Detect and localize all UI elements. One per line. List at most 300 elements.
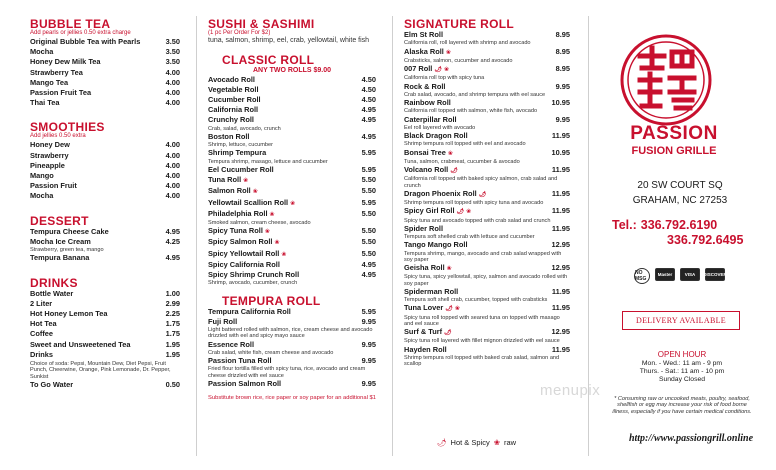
item-price: 4.00 xyxy=(165,88,180,98)
item-name-wrap xyxy=(30,253,89,263)
item-name-wrap xyxy=(30,57,101,67)
tempura-roll-title: TEMPURA ROLL xyxy=(222,293,321,308)
item-name: Spider Roll xyxy=(404,223,444,233)
menu-item xyxy=(404,64,570,75)
item-name-wrap xyxy=(208,237,280,248)
item-name: Rainbow Roll xyxy=(404,98,451,107)
item-name: 007 Roll xyxy=(404,64,433,73)
item-name-wrap xyxy=(30,289,73,299)
dessert-title: DESSERT xyxy=(30,213,89,228)
menu-item xyxy=(30,68,180,78)
pepper-icon: 🌶︎ xyxy=(445,306,453,313)
menu-item xyxy=(30,227,180,237)
menu-item xyxy=(404,148,570,159)
menu-item xyxy=(404,287,570,297)
legend-hot-label: Hot & Spicy xyxy=(450,438,490,447)
item-price: 4.95 xyxy=(165,226,180,236)
item-price: 1.95 xyxy=(165,349,180,359)
open-hours xyxy=(612,350,752,384)
hours-line-3: Sunday Closed xyxy=(658,376,706,383)
item-name-wrap xyxy=(30,227,109,237)
menu-item xyxy=(404,30,570,40)
item-desc: Shrimp, lettuce, cucumber xyxy=(208,142,273,149)
item-name: Pineapple xyxy=(30,160,65,170)
fish-icon: ❀ xyxy=(446,266,452,273)
item-name: Sweet and Unsweetened Tea xyxy=(30,339,131,349)
item-price: 1.00 xyxy=(165,288,180,298)
item-name-wrap xyxy=(404,263,452,274)
item-name: Passion Tuna Roll xyxy=(208,356,272,366)
item-name: Alaska Roll xyxy=(404,46,444,56)
item-price: 4.50 xyxy=(361,95,376,104)
classic-roll-note: ANY TWO ROLLS $9.00 xyxy=(252,66,332,74)
menu-item xyxy=(404,131,570,141)
menu-item xyxy=(208,209,376,220)
brand-name: PASSION xyxy=(630,123,718,144)
item-name: Mocha xyxy=(30,47,54,57)
item-price: 10.95 xyxy=(551,147,570,157)
item-name: Spicy California Roll xyxy=(208,259,280,269)
item-price: 4.95 xyxy=(361,270,376,280)
menu-item xyxy=(208,198,376,209)
sushi-title: SUSHI & SASHIMI xyxy=(208,17,315,31)
payment-icons xyxy=(634,268,725,284)
item-name: Hot Tea xyxy=(30,319,57,329)
item-price: 12.95 xyxy=(551,263,570,273)
item-name: To Go Water xyxy=(30,379,74,389)
menu-item xyxy=(208,237,376,248)
item-name: Fuji Roll xyxy=(208,316,238,326)
item-price: 4.00 xyxy=(165,67,180,77)
item-name: Spicy Shrimp Crunch Roll xyxy=(208,270,300,280)
item-desc: Tempura soft shell crab, cucumber, topped with crabsticks xyxy=(404,297,548,304)
item-name-wrap xyxy=(208,95,261,105)
legend xyxy=(437,438,516,447)
item-name: Surf & Turf xyxy=(404,327,443,337)
food-warning: * Consuming raw or uncooked meats, poultry, seafood, shellfish or egg may increase your risk of food borne illness, especially if you have certain medical conditions. xyxy=(612,396,752,415)
classic-roll-list xyxy=(208,75,376,287)
fish-icon: ❀ xyxy=(443,67,449,73)
item-name-wrap xyxy=(208,317,237,327)
item-name: Passion Fruit Tea xyxy=(30,88,92,98)
item-name-wrap xyxy=(30,37,140,47)
menu-item xyxy=(30,171,180,181)
item-name-wrap xyxy=(208,226,270,237)
smoothies-title: SMOOTHIES xyxy=(30,120,105,135)
item-price: 0.50 xyxy=(165,379,180,389)
menu-item xyxy=(30,340,180,350)
item-name-wrap xyxy=(208,105,258,115)
signature-roll-title: SIGNATURE ROLL xyxy=(404,17,514,31)
menu-item xyxy=(208,340,376,350)
item-name-wrap xyxy=(30,237,91,247)
item-name-wrap xyxy=(30,171,54,181)
item-name: Bonsai Tree xyxy=(404,147,446,157)
item-name-wrap xyxy=(404,224,443,234)
fish-icon: ❀ xyxy=(445,49,451,56)
item-name-wrap xyxy=(30,151,69,161)
fish-icon: ❀ xyxy=(290,200,296,207)
fish-icon: ❀ xyxy=(454,306,460,313)
drinks-title: DRINKS xyxy=(30,275,78,290)
item-name: Strawberry Tea xyxy=(30,67,83,77)
item-name-wrap xyxy=(404,115,457,125)
item-name: Mocha Ice Cream xyxy=(30,236,91,246)
menu-item xyxy=(30,329,180,339)
phone-label: Tel.: xyxy=(612,218,637,232)
column-signature xyxy=(404,18,570,367)
item-desc: Crab salad, avocado, and shrimp tempura with eel sauce xyxy=(404,91,546,98)
item-name-wrap xyxy=(404,30,443,40)
smoothies-list xyxy=(30,140,180,201)
item-price: 4.95 xyxy=(361,259,376,269)
bubble-tea-note: Add pearls or jellies 0.50 extra charge xyxy=(30,30,131,36)
item-name: Honey Dew Milk Tea xyxy=(30,57,101,67)
item-name: Strawberry xyxy=(30,150,69,160)
item-price: 4.95 xyxy=(361,105,376,115)
item-desc: Fried flour tortilla filled with spicy tuna, rice, avocado and cream cheese drizzled with eel sauce xyxy=(208,366,366,379)
pepper-icon: 🌶︎ xyxy=(478,191,487,198)
dessert-list xyxy=(30,227,180,264)
item-name-wrap xyxy=(30,299,52,309)
item-desc: Shrimp tempura roll topped with eel and avocado xyxy=(404,141,526,148)
item-price: 3.50 xyxy=(165,47,180,57)
menu-item xyxy=(208,105,376,115)
item-name-wrap xyxy=(404,148,453,159)
substitute-note: Substitute brown rice, rice paper or soy paper for an additional $1 xyxy=(208,395,376,402)
item-price: 3.50 xyxy=(165,57,180,67)
item-price: 12.95 xyxy=(551,240,570,250)
item-name: Rock & Roll xyxy=(404,81,446,91)
menu-item xyxy=(208,260,376,270)
tempura-roll-list xyxy=(208,307,376,390)
signature-roll-list xyxy=(404,30,570,367)
item-desc: Crab, salad, avocado, crunch xyxy=(208,125,281,132)
item-name-wrap xyxy=(208,175,248,186)
item-name-wrap xyxy=(208,75,255,85)
item-price: 8.95 xyxy=(555,64,570,73)
item-price: 5.50 xyxy=(361,175,376,185)
item-price: 4.00 xyxy=(165,77,180,87)
item-desc: Shrimp tempura roll topped with spicy tuna and avocado xyxy=(404,200,544,206)
item-price: 4.00 xyxy=(165,140,180,150)
phone-2: 336.792.6495 xyxy=(667,233,744,247)
item-name: Shrimp Tempura xyxy=(208,148,267,158)
item-price: 4.00 xyxy=(165,191,180,201)
item-price: 4.00 xyxy=(165,171,180,181)
item-price: 9.95 xyxy=(361,316,376,326)
fish-icon: ❀ xyxy=(447,150,453,157)
menu-item xyxy=(404,189,570,200)
item-name-wrap xyxy=(208,85,259,95)
item-name-wrap xyxy=(30,329,53,339)
item-desc: California roll, roll layered with shrimp and avocado xyxy=(404,40,531,47)
item-name: Spicy Yellowtail Roll xyxy=(208,248,280,258)
item-name-wrap xyxy=(30,68,83,78)
item-desc: Eel roll layered with avocado xyxy=(404,124,476,131)
item-name: California Roll xyxy=(208,105,259,115)
item-price: 5.95 xyxy=(361,306,376,316)
menu-item xyxy=(208,95,376,105)
menu-item xyxy=(30,299,180,309)
menu-item xyxy=(208,186,376,197)
item-price: 10.95 xyxy=(551,98,570,107)
pepper-icon: 🌶︎ xyxy=(437,438,447,447)
item-desc: Shrimp tempura roll topped with baked crab salad, salmon and scallop xyxy=(404,354,560,368)
menu-item xyxy=(30,350,180,360)
menu-item xyxy=(404,303,570,314)
item-name-wrap xyxy=(404,82,445,92)
item-name: Hayden Roll xyxy=(404,344,447,354)
menu-item xyxy=(404,165,570,176)
item-price: 4.00 xyxy=(165,150,180,160)
item-name: Hot Honey Lemon Tea xyxy=(30,308,108,318)
item-price: 4.95 xyxy=(361,115,376,125)
item-price: 4.95 xyxy=(361,131,376,141)
item-name: Coffee xyxy=(30,329,53,339)
item-name-wrap xyxy=(404,206,471,217)
item-price: 11.95 xyxy=(551,344,570,354)
item-name-wrap xyxy=(30,88,91,98)
menu-item xyxy=(208,132,376,142)
item-price: 9.95 xyxy=(361,356,376,366)
bubble-tea-list xyxy=(30,37,180,108)
item-desc: Strawberry, green tea, mango xyxy=(30,247,104,254)
item-price: 9.95 xyxy=(555,81,570,91)
item-desc: Light battered rolled with salmon, rice, cream cheese and avocado drizzled with eel and spicy mayo sauce xyxy=(208,326,373,340)
menu-item xyxy=(30,161,180,171)
discover-icon: DISCOVER xyxy=(705,268,725,281)
item-name: Passion Fruit xyxy=(30,181,77,191)
item-name: Tuna Lover xyxy=(404,303,444,313)
item-name: Eel Cucumber Roll xyxy=(208,164,274,174)
fish-icon: ❀ xyxy=(493,438,501,447)
phone-1: 336.792.6190 xyxy=(640,218,718,232)
item-price: 11.95 xyxy=(551,223,570,233)
menu-item xyxy=(404,206,570,217)
smoothies-note: Add jellies 0.50 extra xyxy=(30,133,86,140)
brand xyxy=(606,124,742,158)
item-desc: California roll topped with baked spicy salmon, crab salad and crunch xyxy=(404,176,558,189)
item-price: 4.00 xyxy=(165,98,180,108)
item-desc: Crabsticks, salmon, cucumber and avocado xyxy=(404,57,513,64)
classic-roll-title: CLASSIC ROLL xyxy=(222,52,315,67)
pepper-icon: 🌶︎ xyxy=(434,67,442,73)
item-price: 11.95 xyxy=(551,131,570,140)
item-price: 5.50 xyxy=(361,237,376,247)
item-desc: California roll top with spicy tuna xyxy=(404,75,485,82)
logo xyxy=(620,34,712,126)
fish-icon: ❀ xyxy=(281,251,287,258)
phone-block xyxy=(612,218,776,248)
menu-item xyxy=(404,224,570,234)
item-price: 1.95 xyxy=(165,339,180,349)
menu-item xyxy=(30,78,180,88)
item-name-wrap xyxy=(404,287,458,297)
item-name-wrap xyxy=(30,161,65,171)
item-name-wrap xyxy=(404,345,447,355)
item-price: 11.95 xyxy=(551,206,570,216)
item-name-wrap xyxy=(208,340,254,350)
item-name-wrap xyxy=(30,340,131,350)
watermark: menupix xyxy=(540,382,601,399)
menu-item xyxy=(208,270,376,280)
item-price: 9.95 xyxy=(361,339,376,349)
no-msg-icon: NO MSG xyxy=(634,268,650,284)
fish-icon: ❀ xyxy=(274,240,280,247)
menu-item xyxy=(404,240,570,250)
soda-choice-note: Choice of soda: Pepsi, Mountain Dew, Diet Pepsi, Fruit Punch, Cheerwine, Orange, Pink Lemonade, Dr. Pepper, Sunkist xyxy=(30,360,171,380)
item-desc: Crab salad, white fish, cream cheese and avocado xyxy=(208,349,334,356)
item-name: Black Dragon Roll xyxy=(404,131,468,140)
item-name: Spicy Tuna Roll xyxy=(208,226,263,236)
item-name-wrap xyxy=(404,327,452,338)
item-name: Boston Roll xyxy=(208,131,250,141)
item-name: Honey Dew xyxy=(30,140,70,150)
menu-item xyxy=(30,289,180,299)
menu-item xyxy=(30,140,180,150)
legend-raw-label: raw xyxy=(504,438,517,447)
item-name: Spicy Girl Roll xyxy=(404,206,455,216)
item-name: Mocha xyxy=(30,191,54,201)
item-name-wrap xyxy=(208,132,249,142)
menu-item xyxy=(208,75,376,85)
menu-item xyxy=(30,47,180,57)
item-name-wrap xyxy=(30,98,59,108)
item-name-wrap xyxy=(208,249,286,260)
item-name: Tempura California Roll xyxy=(208,306,291,316)
item-name: Caterpillar Roll xyxy=(404,114,457,124)
item-name: Tempura Cheese Cake xyxy=(30,226,109,236)
item-desc: Smoked salmon, cream cheese, avocado xyxy=(208,219,311,226)
item-name-wrap xyxy=(30,350,53,360)
item-price: 4.00 xyxy=(165,160,180,170)
item-name: Volcano Roll xyxy=(404,165,449,174)
item-name-wrap xyxy=(208,115,254,125)
item-price: 5.95 xyxy=(361,148,376,158)
item-name-wrap xyxy=(208,270,299,280)
fish-icon: ❀ xyxy=(264,229,270,236)
item-price: 9.95 xyxy=(361,378,376,388)
drinks-list xyxy=(30,289,180,360)
item-name: 2 Liter xyxy=(30,298,53,308)
item-name: Tango Mango Roll xyxy=(404,240,468,250)
item-price: 11.95 xyxy=(551,165,570,174)
item-name-wrap xyxy=(404,47,451,58)
item-price: 4.25 xyxy=(165,236,180,246)
item-desc: California roll topped with salmon, white fish, avocado xyxy=(404,108,538,115)
item-price: 9.95 xyxy=(555,114,570,124)
item-price: 8.95 xyxy=(555,46,570,56)
item-name: Original Bubble Tea with Pearls xyxy=(30,37,141,46)
menu-item xyxy=(404,47,570,58)
item-desc: Spicy tuna roll topped with seared tuna on topped with masago and eel sauce xyxy=(404,314,560,327)
item-price: 5.50 xyxy=(361,208,376,218)
item-name: Drinks xyxy=(30,349,54,359)
hours-title: OPEN HOUR xyxy=(657,350,707,359)
item-price: 1.75 xyxy=(165,329,180,339)
hours-line-1: Mon. - Wed.: 11 am - 9 pm xyxy=(641,360,723,367)
menu-item xyxy=(30,151,180,161)
item-name-wrap xyxy=(404,240,468,250)
address-line-1: 20 SW COURT SQ xyxy=(637,180,723,191)
item-desc: Spicy tuna, spicy yellowtail, spicy, salmon and avocado rolled with soy paper xyxy=(404,274,568,287)
item-name-wrap xyxy=(30,78,68,88)
visa-icon: VISA xyxy=(680,268,700,281)
item-price: 5.50 xyxy=(361,226,376,236)
item-name: Yellowtail Scallion Roll xyxy=(208,197,289,207)
item-name-wrap xyxy=(404,131,468,141)
item-name: Spicy Salmon Roll xyxy=(208,237,273,247)
item-name-wrap xyxy=(208,209,275,220)
item-name-wrap xyxy=(208,260,280,270)
brand-subtitle: FUSION GRILLE xyxy=(631,145,717,157)
item-desc: Tempura shrimp, mango, avocado and crab salad wrapped with soy paper xyxy=(404,250,562,263)
menu-item xyxy=(208,317,376,327)
item-desc: Tuna, salmon, crabmeat, cucumber & avocado xyxy=(404,158,520,165)
menu-item xyxy=(208,165,376,175)
item-name: Philadelphia Roll xyxy=(208,208,268,218)
item-price: 1.75 xyxy=(165,319,180,329)
fish-icon: ❀ xyxy=(269,211,275,218)
column-divider xyxy=(392,16,393,456)
fish-icon: ❀ xyxy=(466,209,472,216)
item-name: Tempura Banana xyxy=(30,253,90,263)
item-name: Crunchy Roll xyxy=(208,115,254,125)
fish-icon: ❀ xyxy=(243,178,249,185)
item-desc: Shrimp, avocado, cucumber, crunch xyxy=(208,280,298,287)
item-name-wrap xyxy=(404,64,449,75)
item-name-wrap xyxy=(208,148,266,158)
item-price: 4.00 xyxy=(165,181,180,191)
item-name-wrap xyxy=(30,191,53,201)
item-name-wrap xyxy=(208,307,291,317)
item-name: Passion Salmon Roll xyxy=(208,378,282,388)
menu-item xyxy=(208,356,376,366)
item-name: Thai Tea xyxy=(30,98,60,108)
item-price: 2.25 xyxy=(165,308,180,318)
item-name-wrap xyxy=(404,189,486,200)
item-name-wrap xyxy=(208,186,258,197)
item-name-wrap xyxy=(30,47,53,57)
item-price: 12.95 xyxy=(551,327,570,337)
item-price: 11.95 xyxy=(551,188,570,198)
item-name-wrap xyxy=(208,165,274,175)
menu-item xyxy=(30,253,180,263)
delivery-badge: DELIVERY AVAILABLE xyxy=(622,311,740,330)
address-line-2: GRAHAM, NC 27253 xyxy=(632,195,728,206)
item-name: Salmon Roll xyxy=(208,186,251,196)
item-name: Mango Tea xyxy=(30,77,69,87)
item-name-wrap xyxy=(208,379,281,389)
item-name-wrap xyxy=(404,98,451,108)
menu-item xyxy=(30,191,180,201)
menu-item xyxy=(404,115,570,125)
item-desc: Tempura soft shelled crab with lettuce and cucumber xyxy=(404,234,535,240)
menu-item xyxy=(208,226,376,237)
item-price: 5.95 xyxy=(361,164,376,174)
fish-icon: ❀ xyxy=(252,189,258,196)
item-name: Cucumber Roll xyxy=(208,95,261,104)
menu-item xyxy=(404,82,570,92)
menu-item xyxy=(30,57,180,67)
sushi-note: (1 pc Per Order For $2) xyxy=(208,30,271,36)
website-link[interactable]: http://www.passiongrill.online xyxy=(628,433,754,444)
item-price: 8.95 xyxy=(555,30,570,39)
item-name: Avocado Roll xyxy=(208,74,255,84)
item-name: Geisha Roll xyxy=(404,263,445,273)
menu-item xyxy=(30,309,180,319)
